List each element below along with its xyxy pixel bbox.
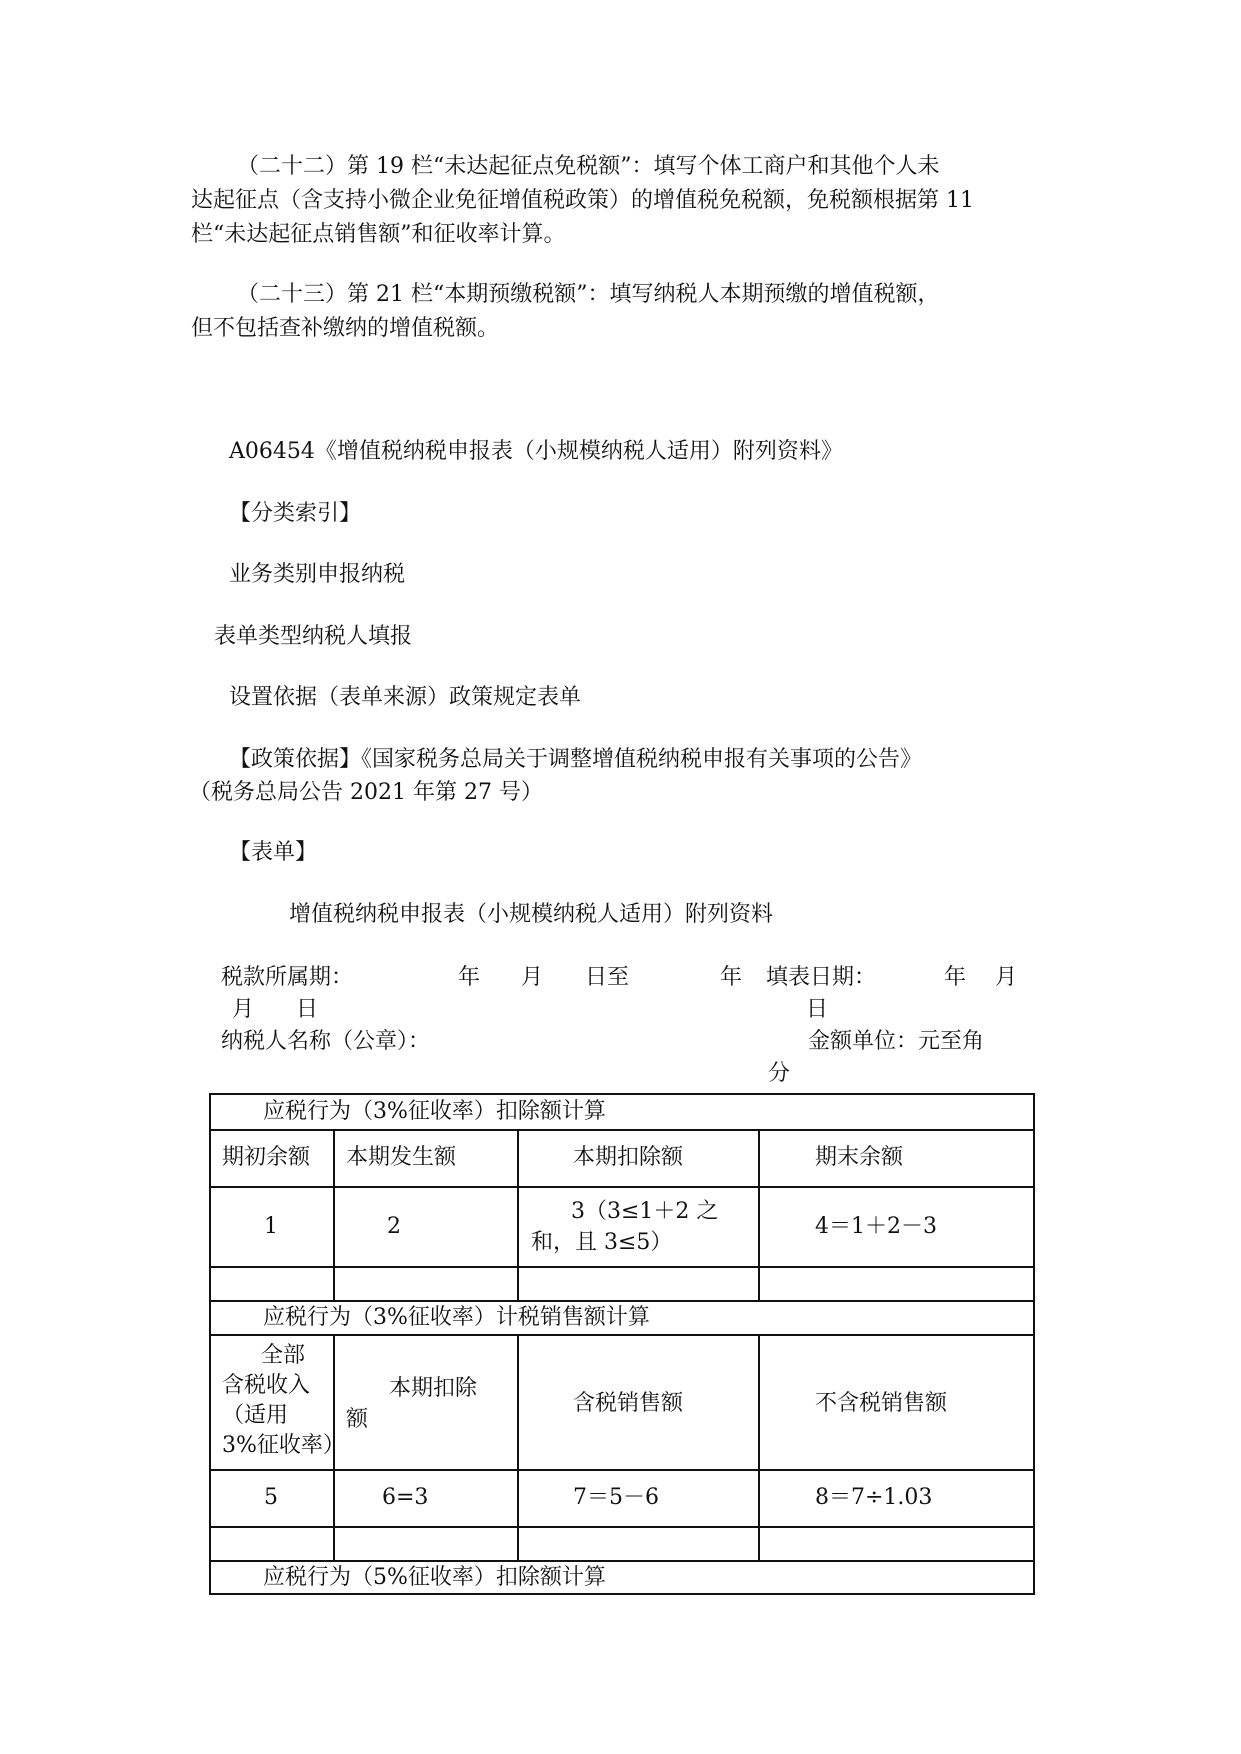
paragraph-line: 达起征点（含支持小微企业免征增值税政策）的增值税免税额，免税额根据第 11 [191, 188, 974, 213]
period-day-to-unit: 日至 [585, 965, 630, 990]
table-col-rule [758, 1334, 760, 1560]
amount-unit-label-cont: 分 [768, 1061, 791, 1086]
form-type: 表单类型纳税人填报 [214, 624, 413, 649]
row-number-2: 2 [387, 1214, 401, 1239]
table-rule [209, 1300, 1035, 1302]
paragraph-line: （二十二）第 19 栏“未达起征点免税额”：填写个体工商户和其他个人未 [237, 154, 940, 179]
table-col-rule [517, 1129, 519, 1300]
deduction-calculation-table [209, 1093, 1035, 1595]
header-total-taxed-income-1: 全部 [261, 1343, 306, 1368]
header-tax-inclusive-sales: 含税销售额 [573, 1391, 684, 1416]
paragraph-item-22 [191, 150, 1061, 252]
form-heading: 【表单】 [229, 840, 318, 865]
fill-date-year-unit: 年 [944, 965, 967, 990]
header-current-amount: 本期发生额 [346, 1145, 457, 1170]
paragraph-line: 但不包括查补缴纳的增值税额。 [191, 316, 500, 341]
taxpayer-name-label: 纳税人名称（公章）： [221, 1029, 431, 1054]
period-month2-unit: 月 [232, 997, 255, 1022]
header-current-deduction-2: 额 [346, 1407, 369, 1432]
row-number-7: 7＝5－6 [573, 1485, 659, 1510]
table-col-rule [758, 1129, 760, 1300]
header-total-taxed-income-4: 3%征收率） [222, 1433, 345, 1458]
paragraph-line: （二十三）第 21 栏“本期预缴税额”：填写纳税人本期预缴的增值税额， [237, 282, 940, 307]
header-current-deduction-1: 本期扣除 [389, 1376, 478, 1401]
fill-date-day-unit: 日 [806, 997, 829, 1022]
row-number-3-line2: 和，且 3≤5） [531, 1230, 673, 1255]
index-heading: 【分类索引】 [229, 501, 362, 526]
period-label: 税款所属期： [221, 965, 354, 990]
document-title-line: A06454《增值税纳税申报表（小规模纳税人适用）附列资料》 [229, 439, 843, 464]
period-year2-unit: 年 [720, 965, 743, 990]
header-current-deduction: 本期扣除额 [573, 1145, 684, 1170]
row-number-3-line1: 3（3≤1＋2 之 [571, 1199, 719, 1224]
basis-source: 设置依据（表单来源）政策规定表单 [229, 685, 582, 710]
table-border-bottom [209, 1593, 1035, 1595]
row-number-4: 4＝1＋2－3 [815, 1214, 937, 1239]
header-closing-balance: 期末余额 [815, 1145, 904, 1170]
row-number-8: 8＝7÷1.03 [815, 1485, 933, 1510]
paragraph-item-23 [191, 278, 1061, 346]
table-border-left [209, 1093, 211, 1595]
table-col-rule [517, 1334, 519, 1560]
row-number-1: 1 [264, 1214, 278, 1239]
fill-date-month-unit: 月 [995, 965, 1018, 990]
fill-date-label: 填表日期： [766, 965, 877, 990]
header-total-taxed-income-2: 含税收入 [222, 1373, 311, 1398]
paragraph-line: 栏“未达起征点销售额”和征收率计算。 [191, 222, 566, 247]
table-rule [209, 1560, 1035, 1562]
form-title: 增值税纳税申报表（小规模纳税人适用）附列资料 [289, 902, 774, 927]
business-category: 业务类别申报纳税 [229, 562, 406, 587]
section-title-3pct-deduction: 应税行为（3%征收率）扣除额计算 [263, 1099, 606, 1124]
row-number-5: 5 [264, 1485, 278, 1510]
table-border-right [1033, 1093, 1035, 1595]
amount-unit-label: 金额单位：元至角 [808, 1029, 985, 1054]
policy-basis-source: （税务总局公告 2021 年第 27 号） [189, 780, 543, 805]
period-month-unit: 月 [521, 965, 544, 990]
header-tax-exclusive-sales: 不含税销售额 [815, 1391, 948, 1416]
policy-basis-line: 【政策依据】《国家税务总局关于调整增值税纳税申报有关事项的公告》 [229, 747, 923, 772]
row-number-6: 6=3 [382, 1485, 429, 1510]
header-opening-balance: 期初余额 [222, 1145, 311, 1170]
table-col-rule [333, 1129, 335, 1300]
header-total-taxed-income-3: （适用 [222, 1403, 289, 1428]
section-title-3pct-sales: 应税行为（3%征收率）计税销售额计算 [263, 1305, 650, 1330]
section-title-5pct-deduction: 应税行为（5%征收率）扣除额计算 [263, 1565, 606, 1590]
table-border-top [209, 1093, 1035, 1095]
period-day2-unit: 日 [296, 997, 319, 1022]
period-year-unit: 年 [458, 965, 481, 990]
